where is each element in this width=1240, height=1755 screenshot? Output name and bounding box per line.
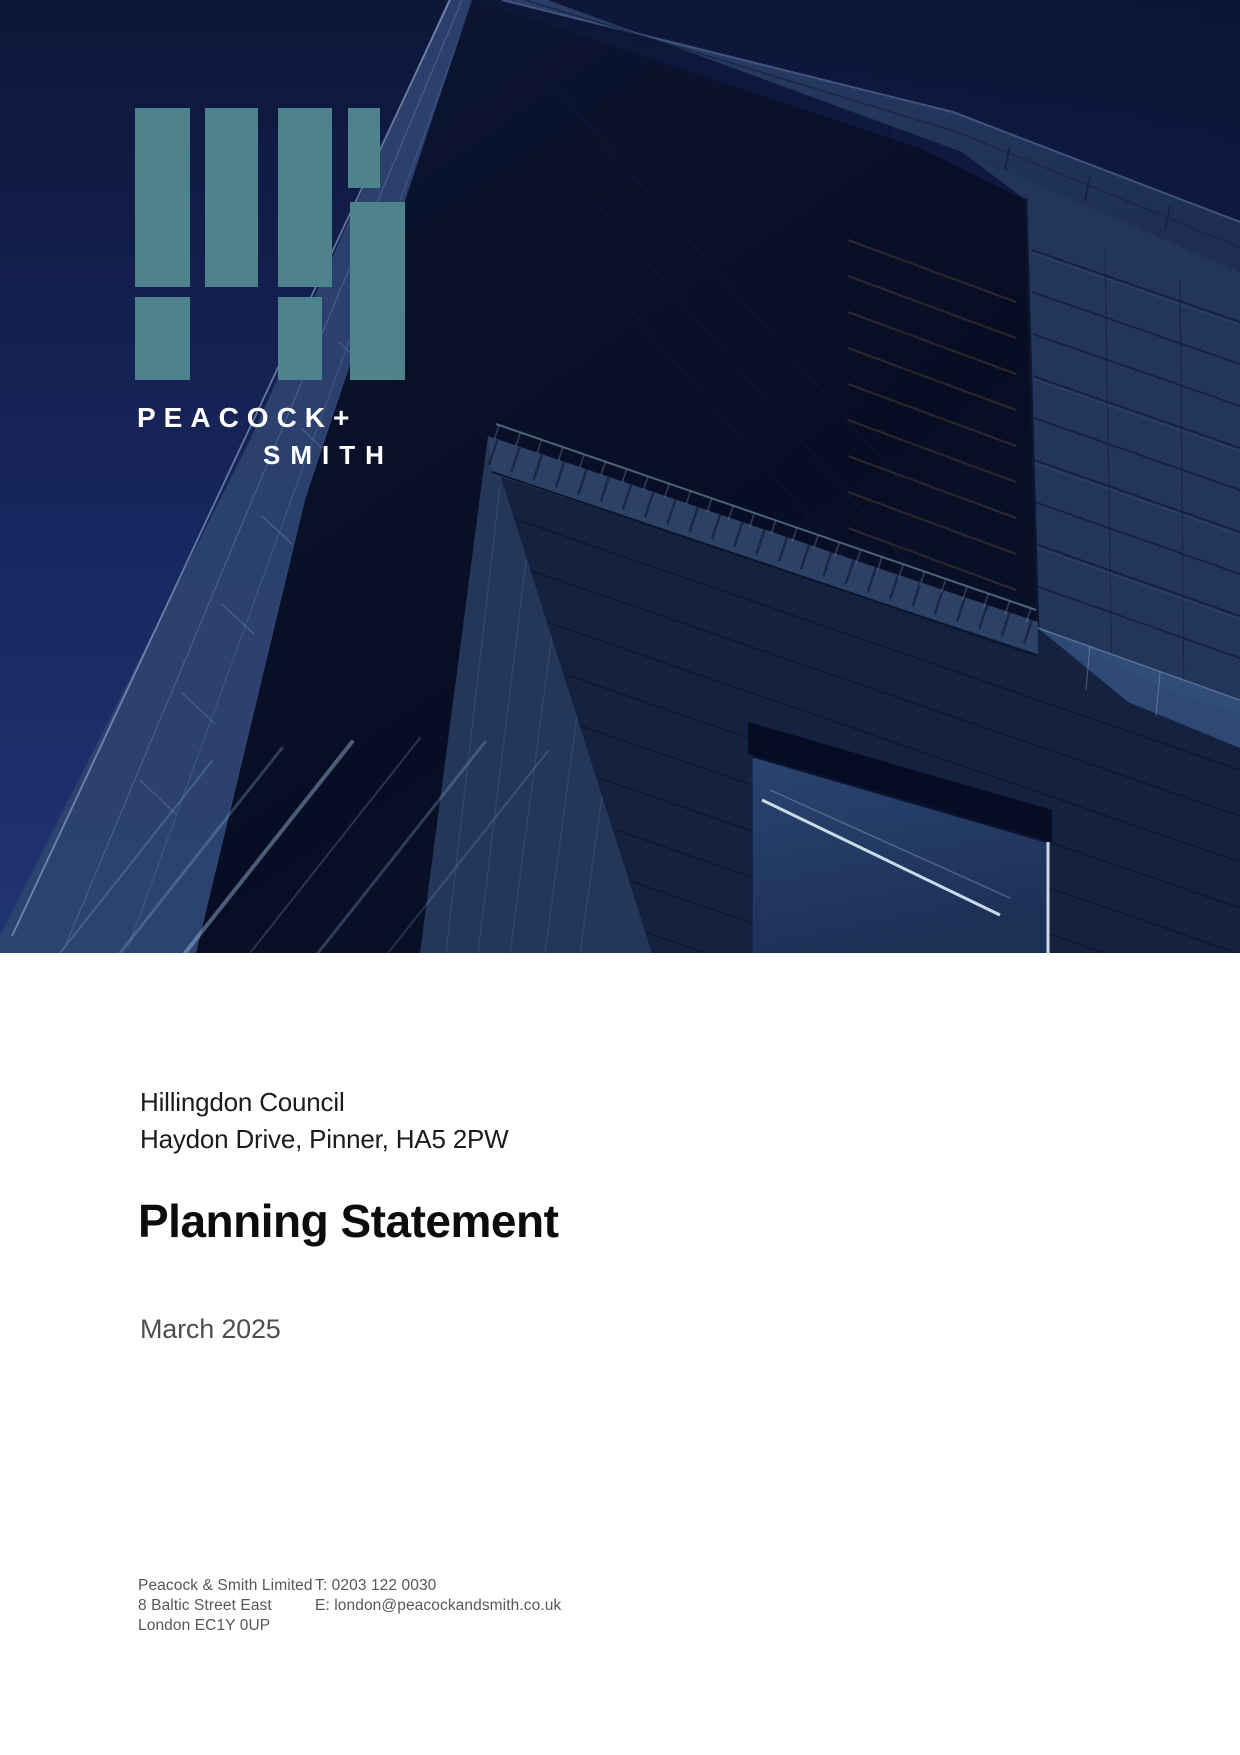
logo-wordmark-line1: PEACOCK+ — [137, 402, 358, 433]
recipient-name: Hillingdon Council — [140, 1087, 345, 1117]
footer-contact — [315, 1576, 561, 1616]
page-title: Planning Statement — [138, 1195, 559, 1247]
footer-company-name: Peacock & Smith Limited — [138, 1577, 313, 1594]
recipient-address: Haydon Drive, Pinner, HA5 2PW — [140, 1124, 509, 1154]
footer-company-address — [138, 1576, 313, 1636]
footer-address-line1: 8 Baltic Street East — [138, 1597, 272, 1614]
footer-address-line2: London EC1Y 0UP — [138, 1617, 271, 1634]
footer-email: E: london@peacockandsmith.co.uk — [315, 1597, 562, 1614]
recipient-block — [140, 1084, 508, 1158]
logo-wordmark-line2: SMITH — [263, 440, 394, 470]
document-date: March 2025 — [140, 1314, 281, 1344]
footer-phone: T: 0203 122 0030 — [315, 1577, 437, 1594]
